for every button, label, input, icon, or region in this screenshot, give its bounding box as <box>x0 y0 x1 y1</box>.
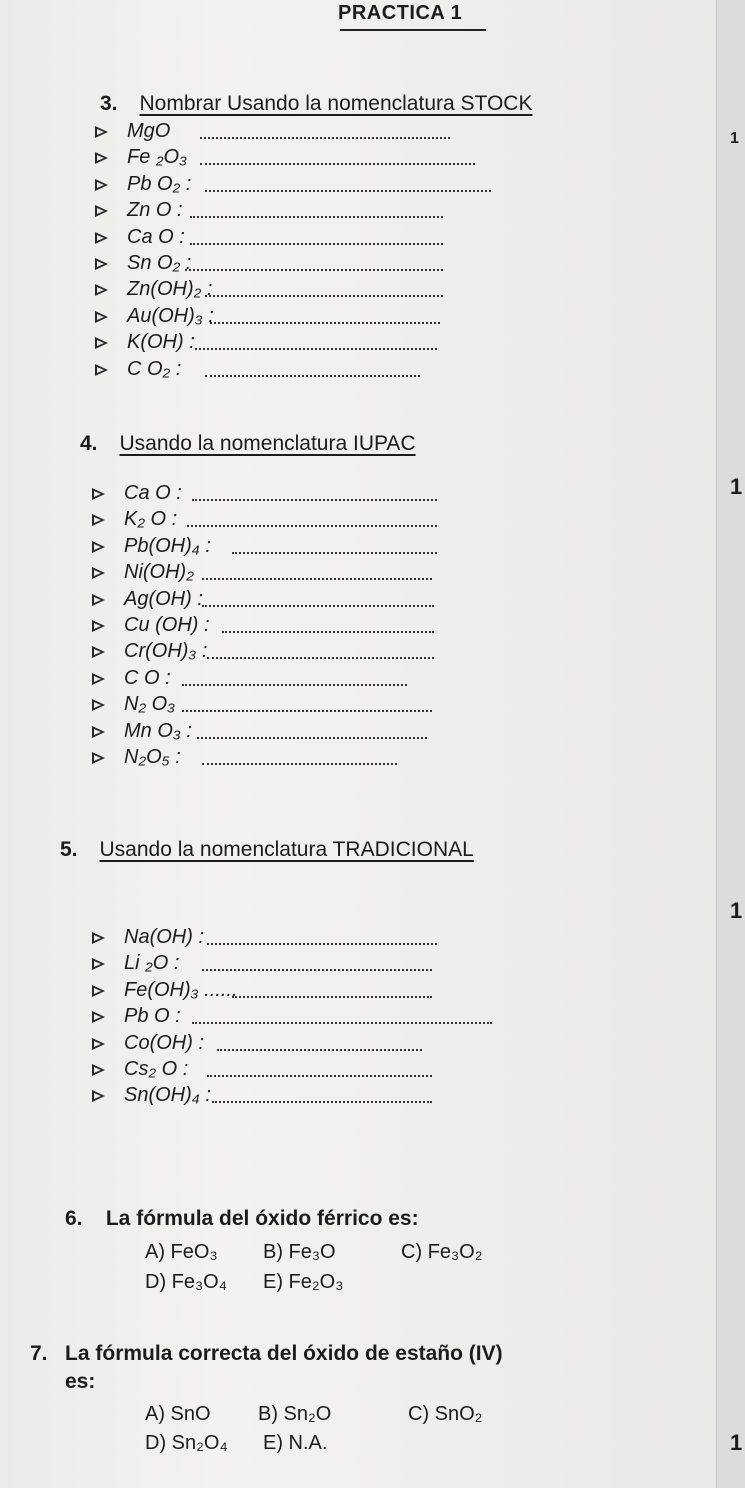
question-text: La fórmula correcta del óxido de estaño (IV) <box>65 1342 503 1365</box>
chemical-formula: Cs₂ O : <box>124 1057 189 1080</box>
arrow-bullet-icon <box>95 364 108 376</box>
page-title: PRACTICA 1 <box>338 2 463 24</box>
chemical-formula: Pb(OH)₄ : <box>124 534 211 557</box>
score-mark: 1 <box>730 130 739 147</box>
chemical-formula: Sn O₂ : <box>127 251 192 274</box>
arrow-bullet-icon <box>95 126 108 138</box>
chemical-formula: Co(OH) : <box>124 1031 204 1054</box>
section-5-heading <box>60 838 474 862</box>
list-item <box>92 720 512 746</box>
section-number: 4. <box>80 432 98 455</box>
score-mark: 1 <box>730 474 743 499</box>
arrow-bullet-icon <box>95 337 108 349</box>
answer-blank[interactable] <box>207 943 437 945</box>
arrow-bullet-icon <box>95 258 108 270</box>
arrow-bullet-icon <box>95 232 108 244</box>
arrow-bullet-icon <box>95 311 108 323</box>
section-number: 5. <box>60 838 78 861</box>
arrow-bullet-icon <box>95 205 108 217</box>
option-c: C) SnO₂ <box>408 1403 483 1425</box>
answer-blank[interactable] <box>187 525 437 527</box>
list-item <box>92 588 512 614</box>
section-3-list <box>95 120 515 384</box>
answer-blank[interactable] <box>190 216 443 218</box>
section-title: Usando la nomenclatura IUPAC <box>119 432 416 455</box>
arrow-bullet-icon <box>92 932 105 944</box>
list-item <box>95 358 515 384</box>
chemical-formula: Mn O₃ : <box>124 719 192 742</box>
arrow-bullet-icon <box>92 488 105 500</box>
answer-blank[interactable] <box>197 737 427 739</box>
arrow-bullet-icon <box>92 726 105 738</box>
list-item <box>92 482 512 508</box>
chemical-formula: Fe(OH)₃ ...... <box>124 978 238 1001</box>
chemical-formula: Pb O₂ : <box>127 172 192 195</box>
answer-blank[interactable] <box>200 137 450 139</box>
arrow-bullet-icon <box>92 646 105 658</box>
option-e: E) N.A. <box>263 1432 328 1454</box>
chemical-formula: Li ₂O : <box>124 952 180 975</box>
list-item <box>92 746 512 772</box>
q7-options-row-2 <box>145 1432 327 1455</box>
answer-blank[interactable] <box>232 996 432 998</box>
option-d: D) Fe₃O₄ <box>145 1271 227 1293</box>
arrow-bullet-icon <box>92 594 105 606</box>
question-6 <box>65 1207 419 1231</box>
arrow-bullet-icon <box>92 958 105 970</box>
answer-blank[interactable] <box>202 763 397 765</box>
chemical-formula: Cr(OH)₃ : <box>124 640 208 663</box>
answer-blank[interactable] <box>192 499 437 501</box>
chemical-formula: Fe ₂O₃ <box>127 146 188 169</box>
answer-blank[interactable] <box>202 969 432 971</box>
section-3-heading <box>100 92 532 116</box>
arrow-bullet-icon <box>92 620 105 632</box>
list-item <box>92 1005 512 1031</box>
option-e: E) Fe₂O₃ <box>263 1271 344 1293</box>
question-text: La fórmula del óxido férrico es: <box>105 1207 419 1230</box>
question-number: 6. <box>65 1207 83 1230</box>
answer-blank[interactable] <box>182 710 432 712</box>
chemical-formula: Na(OH) : <box>124 926 204 948</box>
answer-blank[interactable] <box>207 1075 432 1077</box>
page-edge <box>716 0 745 1488</box>
title-underline <box>340 29 486 31</box>
arrow-bullet-icon <box>92 1090 105 1102</box>
answer-blank[interactable] <box>207 657 434 659</box>
answer-blank[interactable] <box>195 348 437 350</box>
section-5-list <box>92 926 512 1111</box>
chemical-formula: C O₂ : <box>127 357 182 380</box>
arrow-bullet-icon <box>92 567 105 579</box>
chemical-formula: Ca O : <box>127 225 185 248</box>
section-number: 3. <box>100 92 118 115</box>
answer-blank[interactable] <box>185 269 443 271</box>
answer-blank[interactable] <box>205 190 491 192</box>
chemical-formula: Cu (OH) : <box>124 613 210 636</box>
arrow-bullet-icon <box>95 284 108 296</box>
section-title: Usando la nomenclatura TRADICIONAL <box>99 838 474 861</box>
answer-blank[interactable] <box>210 322 440 324</box>
question-number: 7. <box>30 1342 48 1365</box>
arrow-bullet-icon <box>92 985 105 997</box>
answer-blank[interactable] <box>205 375 420 377</box>
list-item <box>95 199 515 225</box>
chemical-formula: Zn(OH)₂ : <box>127 278 213 301</box>
option-b: B) Sn₂O <box>258 1403 332 1425</box>
answer-blank[interactable] <box>202 605 434 607</box>
arrow-bullet-icon <box>95 152 108 164</box>
arrow-bullet-icon <box>92 1064 105 1076</box>
list-item <box>92 561 512 587</box>
arrow-bullet-icon <box>92 752 105 764</box>
answer-blank[interactable] <box>232 552 437 554</box>
q7-options-row-1 <box>145 1403 482 1426</box>
list-item <box>95 146 515 172</box>
score-mark: 1 <box>730 1430 743 1455</box>
chemical-formula: Ag(OH) : <box>124 587 203 610</box>
answer-blank[interactable] <box>190 243 443 245</box>
arrow-bullet-icon <box>92 673 105 685</box>
list-item <box>95 278 515 304</box>
list-item <box>95 120 515 146</box>
option-a: A) FeO₃ <box>145 1241 218 1263</box>
chemical-formula: Ca O : <box>124 482 182 504</box>
answer-blank[interactable] <box>205 295 443 297</box>
chemical-formula: N₂ O₃ <box>124 693 176 716</box>
arrow-bullet-icon <box>92 1011 105 1023</box>
score-mark: 1 <box>730 898 743 923</box>
list-item <box>92 508 512 534</box>
chemical-formula: N₂O₅ : <box>124 745 181 768</box>
section-4-list <box>92 482 512 772</box>
arrow-bullet-icon <box>92 699 105 711</box>
chemical-formula: Zn O : <box>127 199 183 222</box>
option-c: C) Fe₃O₂ <box>401 1241 483 1263</box>
option-d: D) Sn₂O₄ <box>145 1432 228 1454</box>
list-item <box>92 614 512 640</box>
chemical-formula: Sn(OH)₄ : <box>124 1084 211 1107</box>
list-item <box>92 926 512 952</box>
list-item <box>95 305 515 331</box>
section-4-heading <box>80 432 416 456</box>
list-item <box>95 173 515 199</box>
chemical-formula: MgO <box>127 120 171 142</box>
arrow-bullet-icon <box>95 179 108 191</box>
answer-blank[interactable] <box>192 1022 492 1024</box>
list-item <box>92 535 512 561</box>
list-item <box>92 979 512 1005</box>
question-7-line2: es: <box>65 1370 96 1393</box>
list-item <box>92 1032 512 1058</box>
arrow-bullet-icon <box>92 1038 105 1050</box>
answer-blank[interactable] <box>200 163 475 165</box>
chemical-formula: C O : <box>124 666 171 689</box>
q6-options-row-1 <box>145 1241 482 1264</box>
list-item <box>95 252 515 278</box>
option-b: B) Fe₃O <box>263 1241 336 1263</box>
list-item <box>95 226 515 252</box>
list-item <box>92 667 512 693</box>
list-item <box>95 331 515 357</box>
chemical-formula: Pb O : <box>124 1005 181 1028</box>
list-item <box>92 640 512 666</box>
chemical-formula: K₂ O : <box>124 508 178 531</box>
answer-blank[interactable] <box>182 684 407 686</box>
chemical-formula: K(OH) : <box>127 331 195 354</box>
list-item <box>92 1058 512 1084</box>
list-item <box>92 952 512 978</box>
answer-blank[interactable] <box>222 631 434 633</box>
arrow-bullet-icon <box>92 514 105 526</box>
section-title: Nombrar Usando la nomenclatura STOCK <box>139 92 533 115</box>
chemical-formula: Au(OH)₃ : <box>127 304 214 327</box>
answer-blank[interactable] <box>212 1101 432 1103</box>
list-item <box>92 1084 512 1110</box>
question-7 <box>30 1342 503 1366</box>
option-a: A) SnO <box>145 1403 211 1425</box>
answer-blank[interactable] <box>217 1049 422 1051</box>
arrow-bullet-icon <box>92 541 105 553</box>
q6-options-row-2 <box>145 1271 343 1294</box>
chemical-formula: Ni(OH)₂ <box>124 561 194 584</box>
answer-blank[interactable] <box>202 578 432 580</box>
list-item <box>92 693 512 719</box>
